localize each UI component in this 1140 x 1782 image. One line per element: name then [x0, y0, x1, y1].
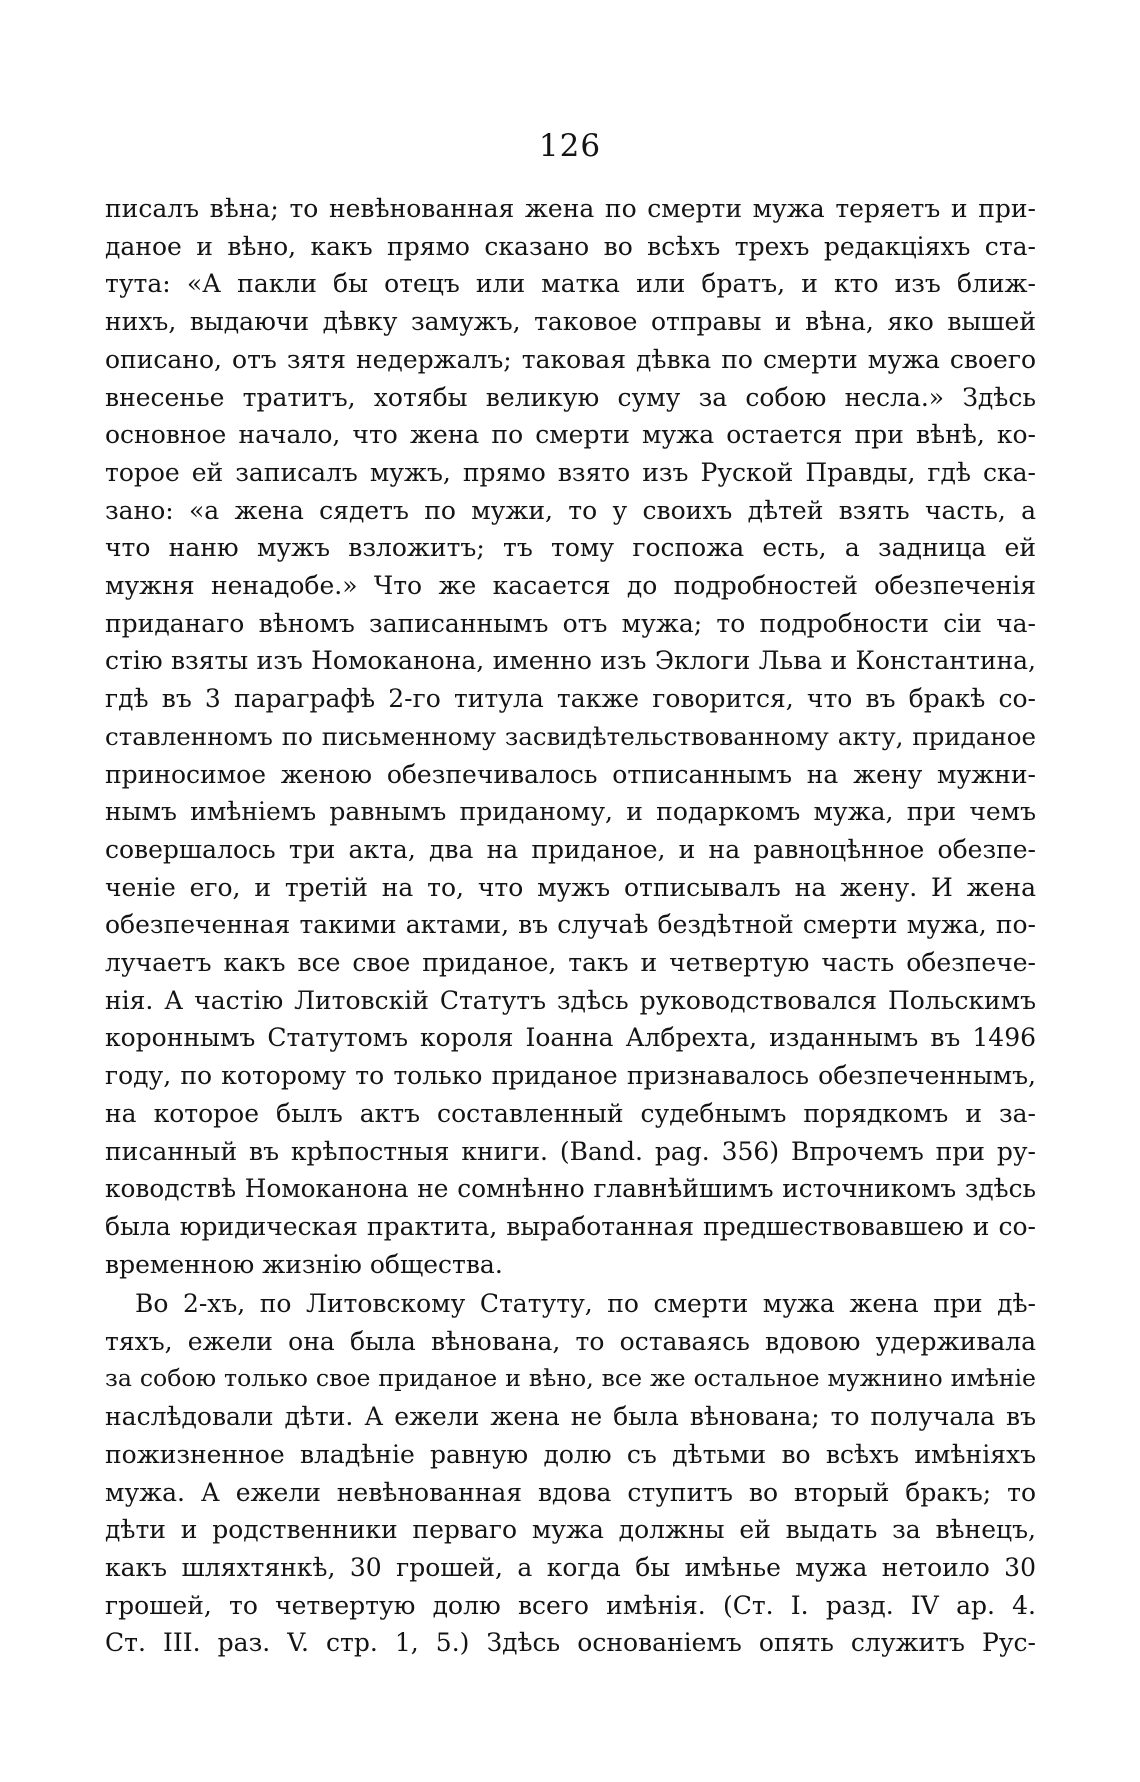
text-line: нымъ имѣніемъ равнымъ приданому, и подаркомъ мужа, при чемъ — [105, 797, 1036, 827]
text-line: была юридическая практита, выработанная предшествовавшею и со- — [105, 1211, 1036, 1241]
text-line: стію взяты изъ Номоканона, именно изъ Эклоги Льва и Константина, — [105, 646, 1036, 676]
paragraph-1 — [105, 190, 1036, 1283]
text-line: основное начало, что жена по смерти мужа остается при вѣнѣ, ко- — [105, 420, 1036, 450]
text-line: нихъ, выдаючи дѣвку замужъ, таковое отправы и вѣна, яко вышей — [105, 307, 1036, 337]
text-line: какъ шляхтянкѣ, 30 грошей, а когда бы имѣнье мужа нетоило 30 — [105, 1552, 1036, 1582]
paragraph-2 — [105, 1285, 1036, 1662]
text-line: совершалось три акта, два на приданое, и на равноцѣнное обезпе- — [105, 834, 1036, 864]
text-line: описано, отъ зятя недержалъ; таковая дѣвка по смерти мужа своего — [105, 344, 1036, 374]
text-line: году, по которому то только приданое признавалось обезпеченнымъ, — [105, 1061, 1036, 1091]
text-line: Во 2-хъ, по Литовскому Статуту, по смерти мужа жена при дѣ- — [135, 1289, 1036, 1318]
text-line: мужа. А ежели невѣнованная вдова ступитъ во вторый бракъ; то — [105, 1477, 1036, 1507]
text-line: мужня ненадобе.» Что же касается до подробностей обезпеченія — [105, 571, 1036, 601]
text-line: грошей, то четвертую долю всего имѣнія. (Ст. I. разд. IV ар. 4. — [105, 1590, 1036, 1620]
text-line: тяхъ, ежели она была вѣнована, то оставаясь вдовою удерживала — [105, 1326, 1036, 1356]
text-line: временною жизнію общества. — [105, 1249, 503, 1279]
text-line: гдѣ въ 3 параграфѣ 2-го титула также говорится, что въ бракѣ со- — [105, 684, 1036, 714]
text-line: лучаетъ какъ все свое приданое, такъ и четвертую часть обезпече- — [105, 948, 1036, 978]
text-line: ставленномъ по письменному засвидѣтельствованному акту, приданое — [105, 721, 1036, 751]
text-line: что наню мужъ взложитъ; тъ тому госпожа есть, а задница ей — [105, 533, 1036, 563]
text-line: короннымъ Статутомъ короля Іоанна Албрехта, изданнымъ въ 1496 — [105, 1023, 1036, 1053]
text-line: зано: «а жена сядетъ по мужи, то у своихъ дѣтей взять часть, а — [105, 495, 1036, 525]
text-line: за собою только свое приданое и вѣно, все же остальное мужнино имѣніе — [105, 1364, 1036, 1393]
text-line: торое ей записалъ мужъ, прямо взято изъ Руской Правды, гдѣ ска- — [105, 457, 1036, 487]
text-line: писалъ вѣна; то невѣнованная жена по смерти мужа теряетъ и при- — [105, 194, 1036, 223]
text-line: Ст. III. раз. V. стр. 1, 5.) Здѣсь основаніемъ опять служитъ Рус- — [105, 1628, 1036, 1658]
page-number: 126 — [538, 128, 602, 164]
text-line: даное и вѣно, какъ прямо сказано во всѣхъ трехъ редакціяхъ ста- — [105, 231, 1036, 261]
text-line: приносимое женою обезпечивалось отписаннымъ на жену мужни- — [105, 759, 1036, 789]
text-line: пожизненное владѣніе равную долю съ дѣтьми во всѣхъ имѣніяхъ — [105, 1439, 1036, 1469]
text-line: наслѣдовали дѣти. А ежели жена не была вѣнована; то получала въ — [105, 1402, 1036, 1432]
text-line: писанный въ крѣпостныя книги. (Band. pag. 356) Впрочемъ при ру- — [105, 1136, 1036, 1166]
text-line: приданаго вѣномъ записаннымъ отъ мужа; то подробности сіи ча- — [105, 608, 1036, 638]
text-line: обезпеченная такими актами, въ случаѣ бездѣтной смерти мужа, по- — [105, 910, 1036, 940]
text-line: внесенье тратитъ, хотябы великую суму за собою несла.» Здѣсь — [105, 382, 1036, 412]
text-line: тута: «А пакли бы отецъ или матка или братъ, и кто изъ ближ- — [105, 269, 1036, 299]
text-line: ченіе его, и третій на то, что мужъ отписывалъ на жену. И жена — [105, 872, 1036, 902]
text-line: ководствѣ Номоканона не сомнѣнно главнѣйшимъ источникомъ здѣсь — [105, 1174, 1036, 1204]
text-line: на которое былъ актъ составленный судебнымъ порядкомъ и за- — [105, 1098, 1036, 1128]
text-line: нія. А частію Литовскій Статутъ здѣсь руководствовался Польскимъ — [105, 985, 1036, 1015]
text-line: дѣти и родственники перваго мужа должны ей выдать за вѣнецъ, — [105, 1515, 1036, 1545]
